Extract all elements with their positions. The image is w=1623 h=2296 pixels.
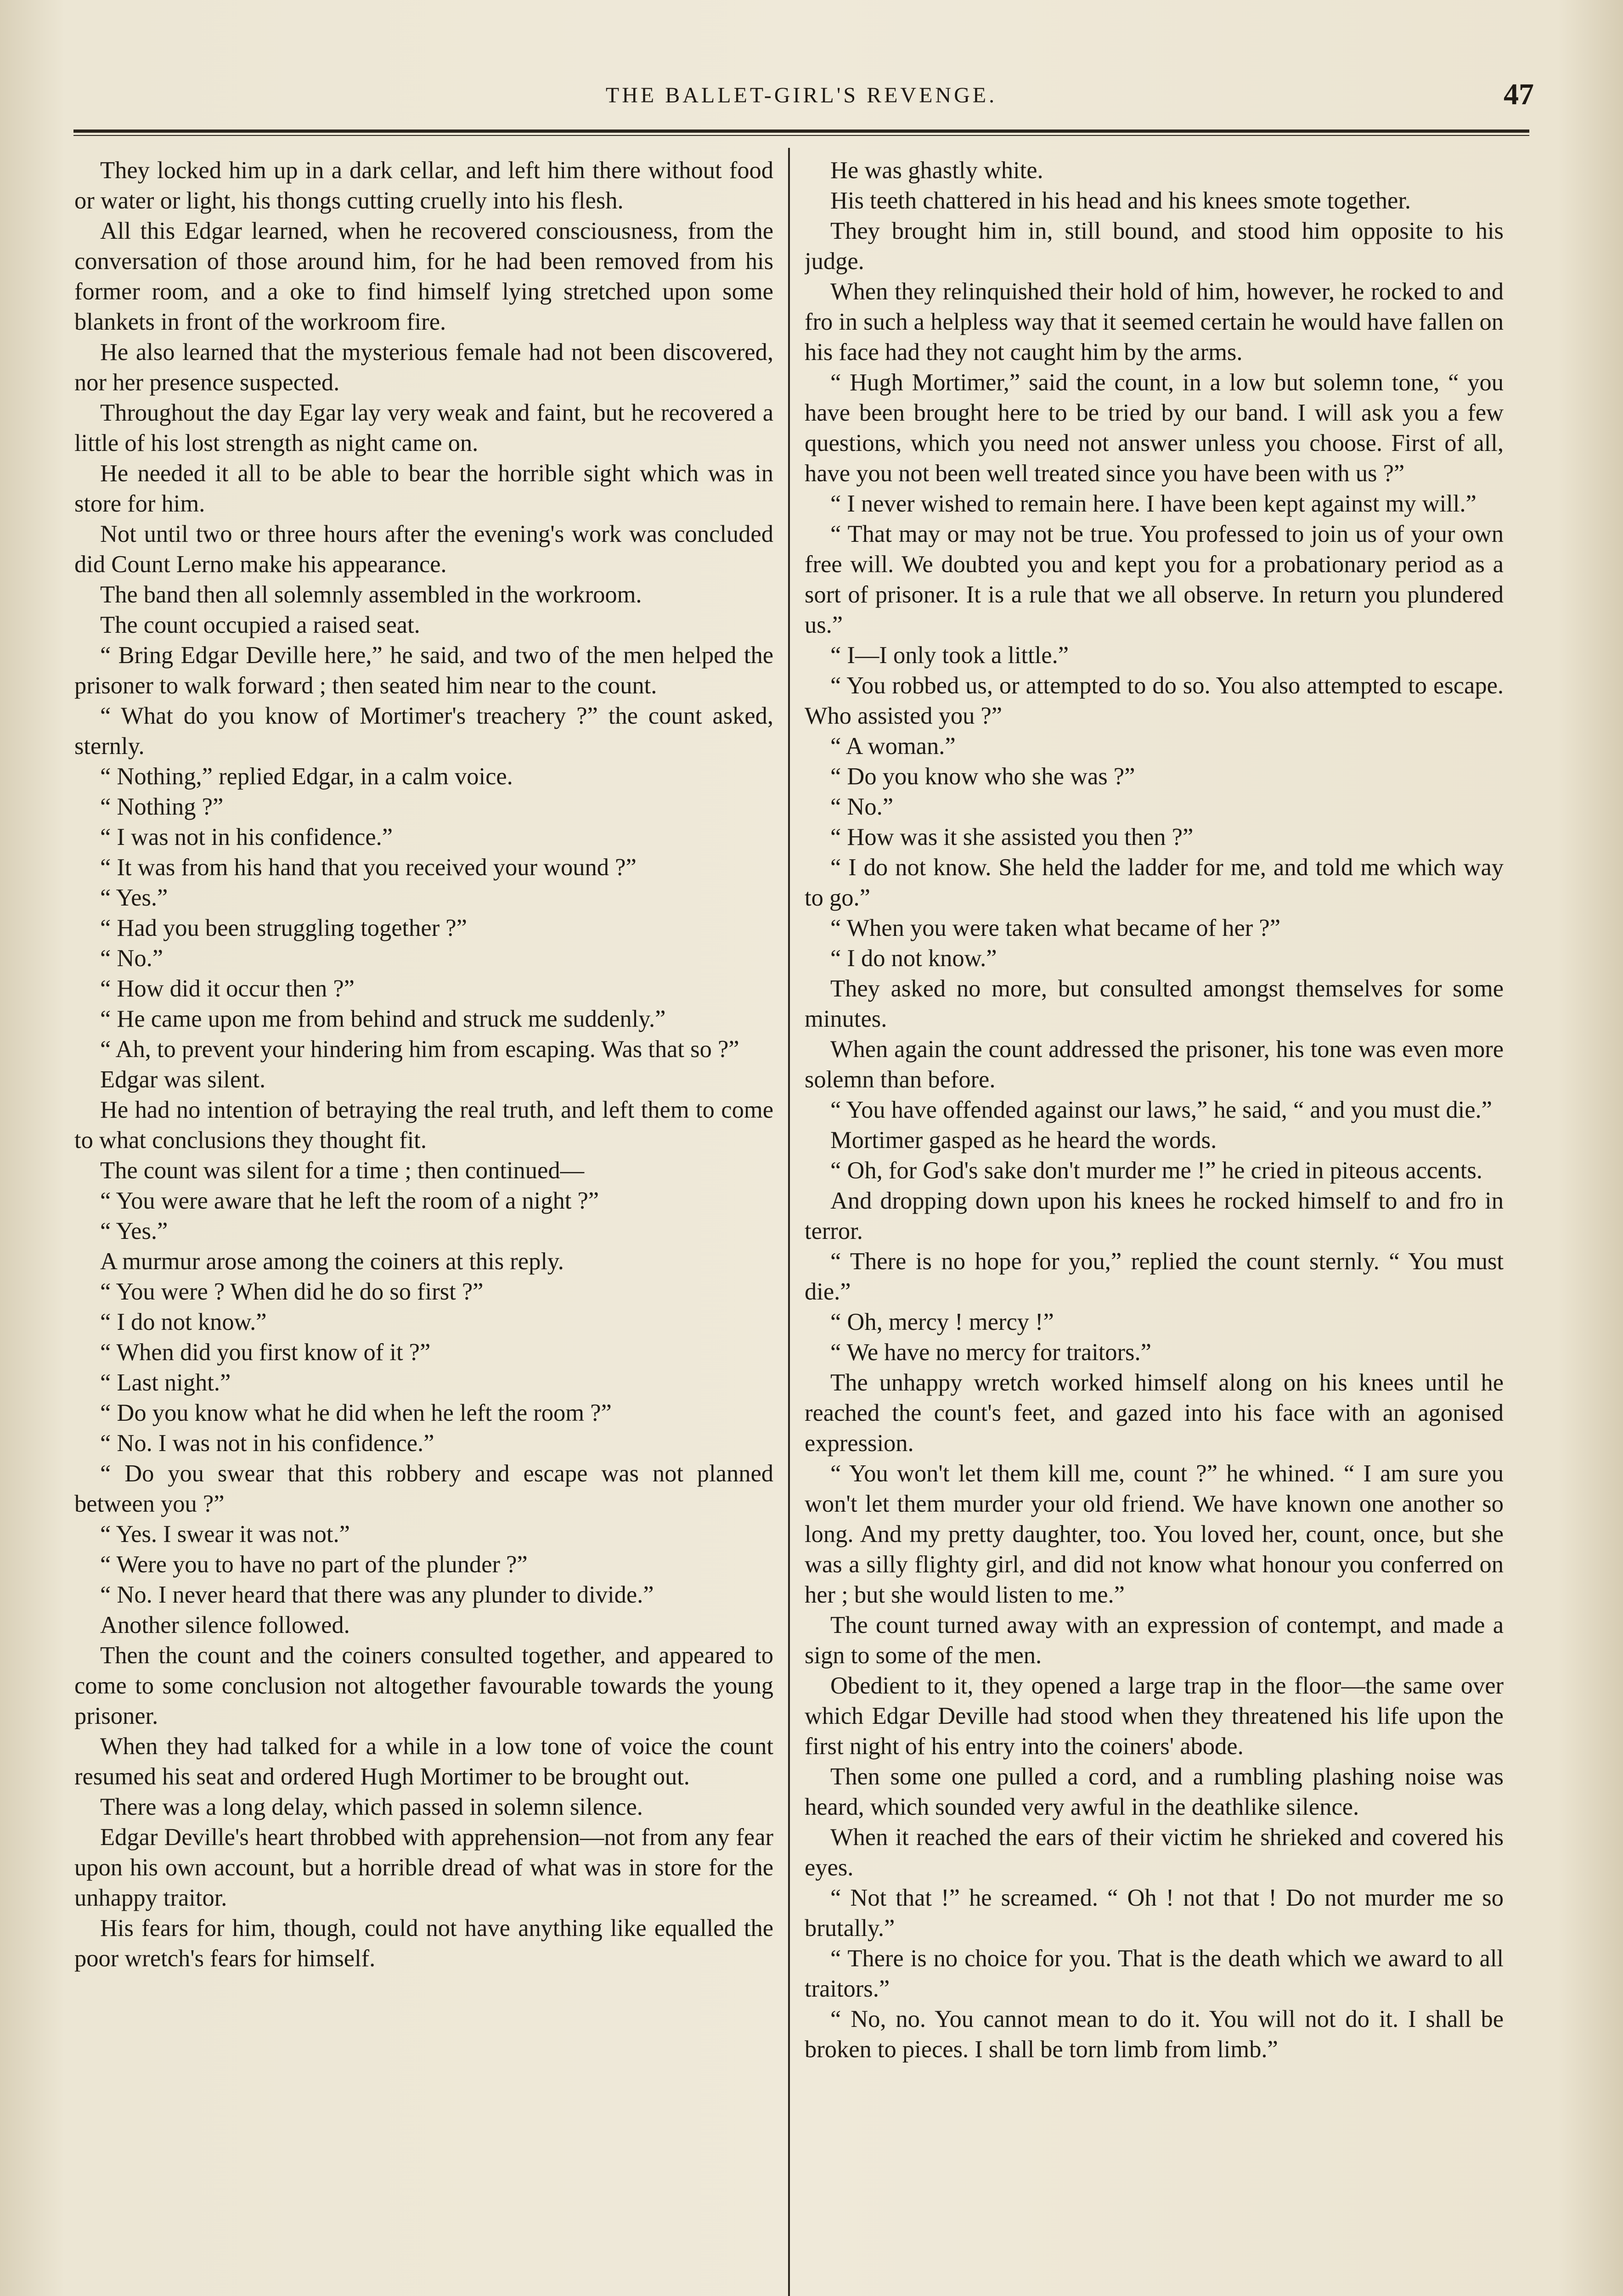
paragraph: Edgar was silent. [100, 1066, 266, 1093]
paragraph: “ Bring Edgar Deville here,” he said, and two of the men helped the prisoner to walk forward ; then seated him near to the count. [74, 642, 773, 699]
paragraph: They brought him in, still bound, and stood him opposite to his judge. [805, 218, 1504, 275]
paragraph: The count was silent for a time ; then continued— [100, 1157, 585, 1184]
paragraph: When it reached the ears of their victim he shrieked and covered his eyes. [805, 1824, 1504, 1881]
paragraph: “ What do you know of Mortimer's treachery ?” the count asked, sternly. [74, 703, 773, 760]
paragraph: “ How did it occur then ?” [100, 975, 355, 1002]
page-number: 47 [1504, 78, 1534, 111]
paragraph: “ How was it she assisted you then ?” [830, 824, 1194, 850]
paragraph: “ Yes.” [100, 1218, 168, 1244]
paragraph: His teeth chattered in his head and his knees smote together. [830, 187, 1411, 214]
paragraph: “ We have no mercy for traitors.” [830, 1339, 1151, 1366]
paragraph: They asked no more, but consulted amongst themselves for some minutes. [805, 975, 1504, 1032]
paragraph: “ You have offended against our laws,” he said, “ and you must die.” [830, 1097, 1492, 1123]
paragraph: The unhappy wretch worked himself along on his knees until he reached the count's feet, and gazed into his face with an agonised expression. [805, 1369, 1504, 1457]
paragraph: “ There is no choice for you. That is the death which we award to all traitors.” [805, 1945, 1504, 2002]
paragraph: All this Edgar learned, when he recovered consciousness, from the conversation of those around him, for he had been removed from his former room, and a oke to find himself lying stretched upon some blankets in front of the workroom fire. [74, 218, 773, 335]
right-column [805, 155, 1504, 2296]
paragraph: “ It was from his hand that you received your wound ?” [100, 854, 637, 881]
paragraph: “ Do you swear that this robbery and escape was not planned between you ?” [74, 1460, 773, 1517]
paragraph: He was ghastly white. [830, 157, 1043, 184]
paragraph: He had no intention of betraying the real truth, and left them to come to what conclusions they thought fit. [74, 1097, 773, 1154]
page-header [69, 69, 1534, 129]
paragraph: “ No. I never heard that there was any plunder to divide.” [100, 1581, 654, 1608]
paragraph: “ Do you know who she was ?” [830, 763, 1135, 790]
paragraph: Mortimer gasped as he heard the words. [830, 1127, 1217, 1154]
header-rule [73, 129, 1529, 133]
paragraph: When they had talked for a while in a low tone of voice the count resumed his seat and ordered Hugh Mortimer to be brought out. [74, 1733, 773, 1790]
paragraph: They locked him up in a dark cellar, and left him there without food or water or light, his thongs cutting cruelly into his flesh. [74, 157, 773, 214]
running-title: THE BALLET-GIRL'S REVENGE. [605, 83, 997, 107]
paragraph: He also learned that the mysterious female had not been discovered, nor her presence suspected. [74, 339, 773, 396]
paragraph: When they relinquished their hold of him, however, he rocked to and fro in such a helpless way that it seemed certain he would have fallen on his face had they not caught him by the arms. [805, 278, 1504, 366]
paragraph: “ Oh, mercy ! mercy !” [830, 1309, 1054, 1335]
paragraph: And dropping down upon his knees he rocked himself to and fro in terror. [805, 1187, 1504, 1244]
paragraph: “ Were you to have no part of the plunder ?” [100, 1551, 528, 1578]
paragraph: When again the count addressed the prisoner, his tone was even more solemn than before. [805, 1036, 1504, 1093]
paragraph: “ When you were taken what became of her ?” [830, 915, 1280, 941]
paragraph: Obedient to it, they opened a large trap in the floor—the same over which Edgar Deville had stood when they threatened his life upon the first night of his entry into the coiners' abode. [805, 1672, 1504, 1760]
paragraph: “ Do you know what he did when he left the room ?” [100, 1400, 612, 1426]
paragraph: “ You won't let them kill me, count ?” he whined. “ I am sure you won't let them murder your old friend. We have known one another so long. And my pretty daughter, too. You loved her, count, once, but she was a silly flighty girl, and did not know what honour you conferred on her ; but she would listen to me.” [805, 1460, 1504, 1608]
paragraph: “ I never wished to remain here. I have been kept against my will.” [830, 490, 1476, 517]
paragraph: “ Yes. I swear it was not.” [100, 1521, 350, 1548]
paragraph: His fears for him, though, could not have anything like equalled the poor wretch's fears for himself. [74, 1915, 773, 1972]
paragraph: “ Had you been struggling together ?” [100, 915, 467, 941]
paragraph: “ That may or may not be true. You professed to join us of your own free will. We doubted you and kept you for a probationary period as a sort of prisoner. It is a rule that we all observe. In return you plundered us.” [805, 521, 1504, 638]
paragraph: Then the count and the coiners consulted together, and appeared to come to some conclusion not altogether favourable towards the young prisoner. [74, 1642, 773, 1729]
paragraph: “ Nothing,” replied Edgar, in a calm voice. [100, 763, 513, 790]
paragraph: “ I—I only took a little.” [830, 642, 1069, 669]
paragraph: “ No. I was not in his confidence.” [100, 1430, 434, 1457]
paragraph: Throughout the day Egar lay very weak and faint, but he recovered a little of his lost strength as night came on. [74, 400, 773, 456]
paragraph: Then some one pulled a cord, and a rumbling plashing noise was heard, which sounded very awful in the deathlike silence. [805, 1763, 1504, 1820]
paragraph: “ I do not know.” [830, 945, 997, 972]
paragraph: “ No.” [830, 793, 894, 820]
header-rule-thin [73, 135, 1529, 136]
paragraph: “ No, no. You cannot mean to do it. You will not do it. I shall be broken to pieces. I shall be torn limb from limb.” [805, 2006, 1504, 2063]
paragraph: He needed it all to be able to bear the horrible sight which was in store for him. [74, 460, 773, 517]
paragraph: “ A woman.” [830, 733, 956, 760]
paragraph: “ No.” [100, 945, 163, 972]
paragraph: A murmur arose among the coiners at this reply. [100, 1248, 564, 1275]
paragraph: “ Oh, for God's sake don't murder me !” he cried in piteous accents. [830, 1157, 1482, 1184]
paragraph: “ You were ? When did he do so first ?” [100, 1278, 484, 1305]
paragraph: The band then all solemnly assembled in the workroom. [100, 581, 642, 608]
paragraph: The count occupied a raised seat. [100, 612, 420, 638]
paragraph: “ Not that !” he screamed. “ Oh ! not that ! Do not murder me so brutally.” [805, 1885, 1504, 1941]
paragraph: Another silence followed. [100, 1612, 350, 1638]
paragraph: “ There is no hope for you,” replied the count sternly. “ You must die.” [805, 1248, 1504, 1305]
left-column [74, 155, 773, 2296]
paragraph: “ Nothing ?” [100, 793, 224, 820]
paragraph: “ I do not know.” [100, 1309, 267, 1335]
paragraph: “ Last night.” [100, 1369, 231, 1396]
paragraph: “ Ah, to prevent your hindering him from escaping. Was that so ?” [100, 1036, 739, 1063]
paragraph: “ I was not in his confidence.” [100, 824, 393, 850]
paragraph: Not until two or three hours after the evening's work was concluded did Count Lerno make his appearance. [74, 521, 773, 578]
paragraph: “ Yes.” [100, 884, 168, 911]
paragraph: There was a long delay, which passed in solemn silence. [100, 1794, 643, 1820]
paragraph: “ I do not know. She held the ladder for me, and told me which way to go.” [805, 854, 1504, 911]
paragraph: “ He came upon me from behind and struck me suddenly.” [100, 1006, 666, 1032]
column-divider [788, 148, 790, 2296]
paragraph: The count turned away with an expression of contempt, and made a sign to some of the men. [805, 1612, 1504, 1669]
paragraph: “ Hugh Mortimer,” said the count, in a low but solemn tone, “ you have been brought here to be tried by our band. I will ask you a few questions, which you need not answer unless you choose. First of all, have you not been well treated since you have been with us ?” [805, 369, 1504, 487]
paragraph: Edgar Deville's heart throbbed with apprehension—not from any fear upon his own account, but a horrible dread of what was in store for the unhappy traitor. [74, 1824, 773, 1911]
paragraph: “ When did you first know of it ?” [100, 1339, 431, 1366]
paragraph: “ You were aware that he left the room of a night ?” [100, 1187, 599, 1214]
paragraph: “ You robbed us, or attempted to do so. You also attempted to escape. Who assisted you ?” [805, 672, 1504, 729]
